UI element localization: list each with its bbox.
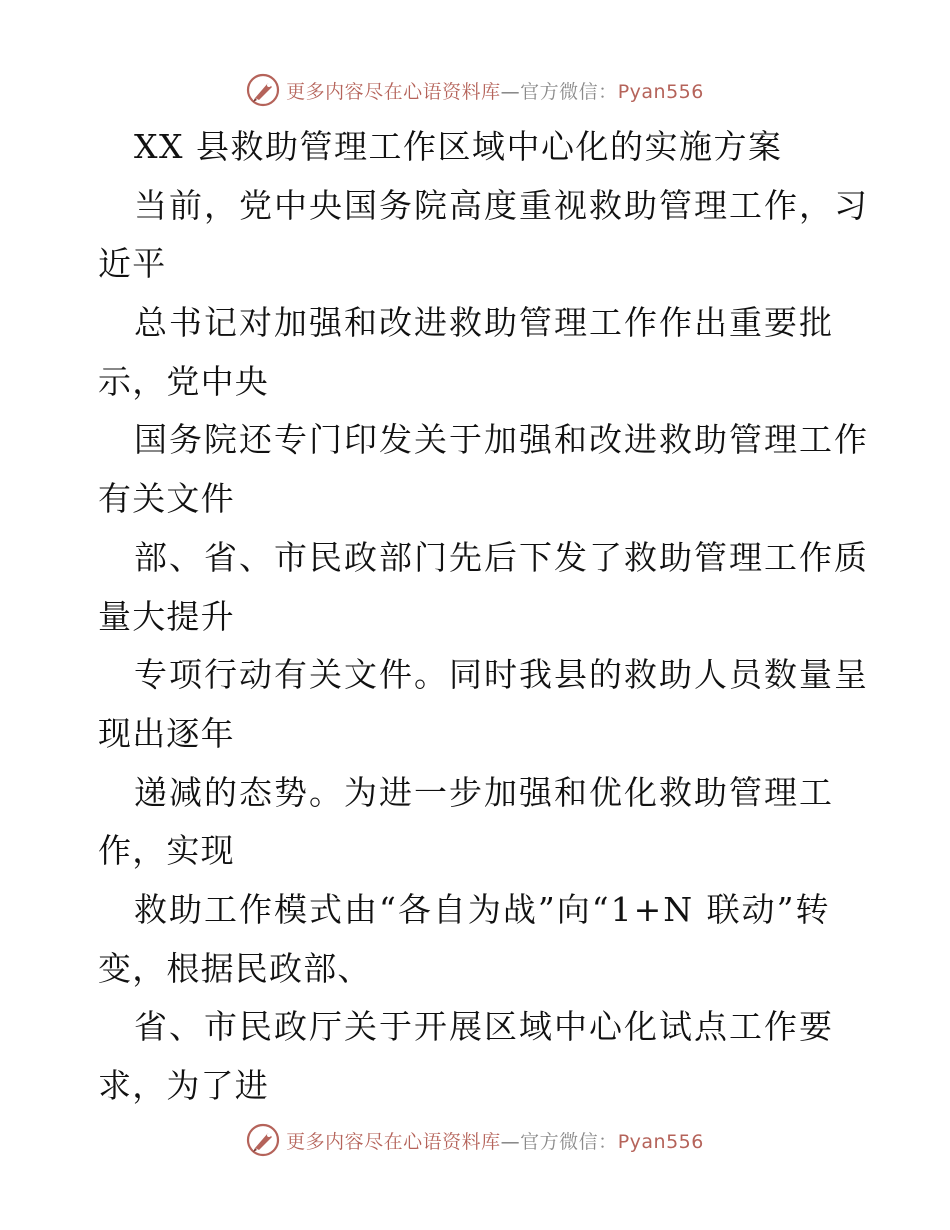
paragraph-line: 近平 <box>98 244 167 284</box>
paragraph-line: 求，为了进 <box>98 1066 269 1105</box>
paragraph-line: 有关文件 <box>98 479 235 519</box>
document-body <box>98 118 869 1116</box>
paragraph-line: 示，党中央 <box>98 361 269 401</box>
pen-logo-icon <box>246 73 280 107</box>
banner-text <box>286 77 704 104</box>
paragraph-line: 省、市民政厅关于开展区域中心化试点工作要 <box>134 1007 834 1047</box>
banner-wechat-id: Pyan556 <box>617 1130 704 1153</box>
header-banner <box>0 70 950 110</box>
banner-text <box>286 1127 704 1154</box>
paragraph-line: 现出逐年 <box>98 713 235 753</box>
document-title: XX 县救助管理工作区域中心化的实施方案 <box>134 127 783 166</box>
banner-wechat-id: Pyan556 <box>617 80 704 103</box>
paragraph-line: 救助工作模式由“各自为战”向“1+N 联动”转 <box>134 889 831 929</box>
paragraph-line: 变，根据民政部、 <box>98 948 372 988</box>
banner-separator: — <box>500 80 521 103</box>
banner-main-text: 更多内容尽在心语资料库 <box>286 1130 501 1153</box>
pen-logo-icon <box>246 1123 280 1157</box>
banner-main-text: 更多内容尽在心语资料库 <box>286 80 501 103</box>
paragraph-line: 总书记对加强和改进救助管理工作作出重要批 <box>134 303 834 343</box>
banner-wechat-label: 官方微信： <box>520 80 618 103</box>
paragraph-line: 部、省、市民政部门先后下发了救助管理工作质 <box>134 537 869 577</box>
paragraph-line: 专项行动有关文件。同时我县的救助人员数量呈 <box>134 655 869 695</box>
paragraph-line: 作，实现 <box>98 831 235 871</box>
footer-banner <box>0 1120 950 1160</box>
paragraph-line: 国务院还专门印发关于加强和改进救助管理工作 <box>134 420 869 460</box>
banner-wechat-label: 官方微信： <box>520 1130 618 1153</box>
paragraph-line: 量大提升 <box>98 596 235 636</box>
paragraph-line: 当前，党中央国务院高度重视救助管理工作，习 <box>134 185 869 225</box>
paragraph-line: 递减的态势。为进一步加强和优化救助管理工 <box>134 772 834 812</box>
banner-separator: — <box>500 1130 521 1153</box>
